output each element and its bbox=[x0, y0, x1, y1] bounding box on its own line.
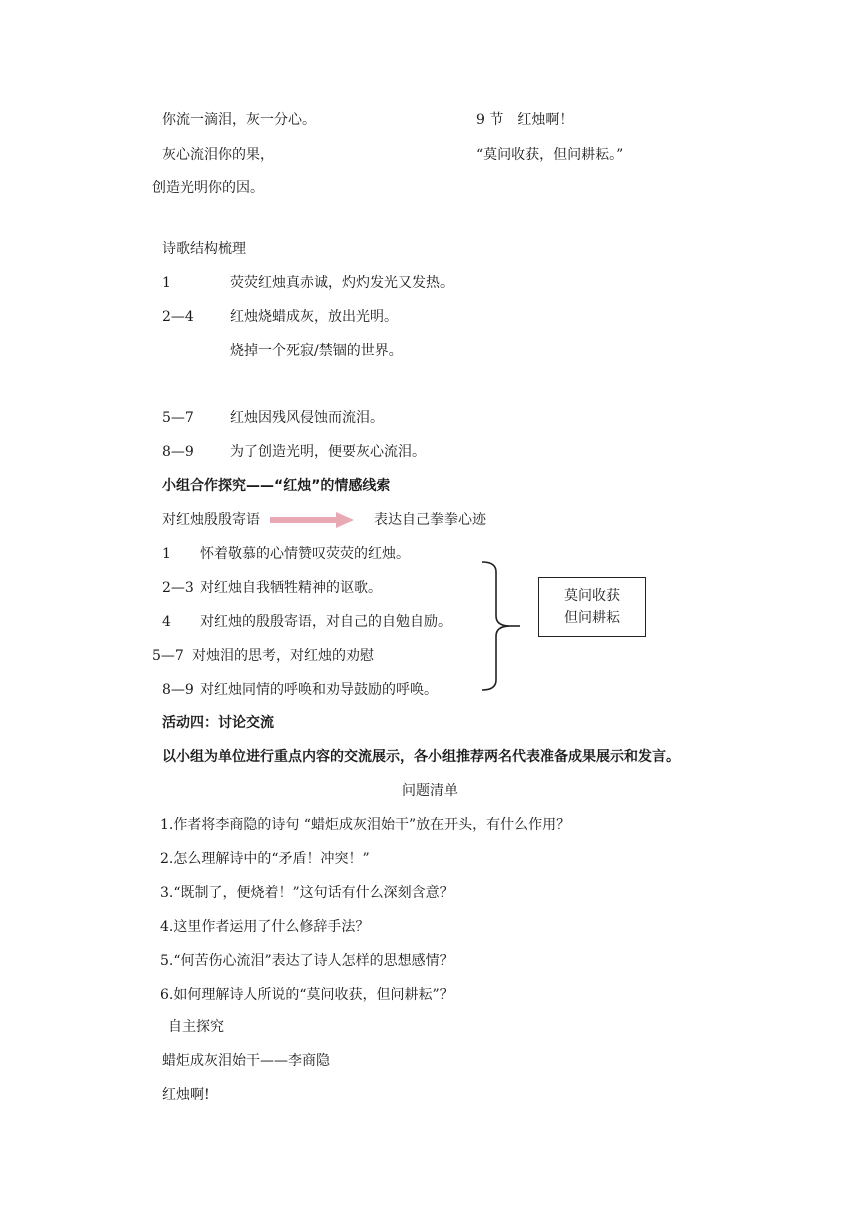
quote-line: “莫问收获，但问耕耘。” bbox=[476, 147, 624, 163]
section-heading-activity: 活动四：讨论交流 bbox=[162, 715, 274, 731]
structure-num: 2—4 bbox=[162, 309, 194, 325]
poem-line: 灰心流泪你的果， bbox=[162, 147, 274, 163]
question-list-title: 问题清单 bbox=[402, 783, 458, 799]
summary-box bbox=[538, 577, 646, 637]
section-heading-structure: 诗歌结构梳理 bbox=[162, 241, 246, 257]
stanza-label: 9 节 红烛啊！ bbox=[476, 112, 574, 128]
structure-text: 为了创造光明，便要灰心流泪。 bbox=[230, 444, 426, 460]
question-item: 3.“既制了，便烧着！”这句话有什么深刻含意？ bbox=[160, 885, 454, 901]
activity-instruction: 以小组为单位进行重点内容的交流展示，各小组推荐两名代表准备成果展示和发言。 bbox=[162, 749, 680, 765]
flow-right-label: 表达自己拳拳心迹 bbox=[374, 512, 486, 528]
section-heading-self-study: 自主探究 bbox=[168, 1019, 224, 1035]
brace-bracket bbox=[480, 560, 520, 692]
clue-text: 怀着敬慕的心情赞叹荧荧的红烛。 bbox=[200, 546, 410, 562]
summary-box-line: 莫问收获 bbox=[564, 588, 620, 604]
structure-text: 荧荧红烛真赤诚，灼灼发光又发热。 bbox=[230, 275, 454, 291]
section-heading-group: 小组合作探究——“红烛”的情感线索 bbox=[162, 478, 391, 494]
question-item: 5.“何苦伤心流泪”表达了诗人怎样的思想感情？ bbox=[160, 953, 454, 969]
self-study-line: 蜡炬成灰泪始干——李商隐 bbox=[162, 1053, 330, 1069]
structure-text: 红烛因残风侵蚀而流泪。 bbox=[230, 410, 384, 426]
structure-text: 红烛烧蜡成灰，放出光明。 bbox=[230, 309, 398, 325]
structure-num: 8—9 bbox=[162, 444, 194, 460]
self-study-line: 红烛啊! bbox=[162, 1087, 210, 1103]
question-item: 4.这里作者运用了什么修辞手法？ bbox=[160, 919, 370, 935]
structure-num: 5—7 bbox=[162, 410, 194, 426]
clue-num: 8—9 bbox=[162, 682, 194, 698]
right-arrow-icon bbox=[270, 512, 354, 528]
question-item: 6.如何理解诗人所说的“莫问收获，但问耕耘”？ bbox=[160, 987, 454, 1003]
question-item: 2.怎么理解诗中的“矛盾！冲突！” bbox=[160, 851, 370, 867]
clue-text: 对红烛同情的呼唤和劝导鼓励的呼唤。 bbox=[200, 682, 438, 698]
poem-line: 创造光明你的因。 bbox=[152, 180, 264, 196]
structure-num: 1 bbox=[162, 275, 171, 291]
question-item: 1.作者将李商隐的诗句 “蜡炬成灰泪始干”放在开头，有什么作用？ bbox=[160, 817, 571, 833]
poem-line: 你流一滴泪，灰一分心。 bbox=[162, 112, 316, 128]
clue-num: 1 bbox=[162, 546, 171, 562]
structure-text: 烧掉一个死寂/禁锢的世界。 bbox=[230, 343, 403, 359]
clue-num: 4 bbox=[162, 614, 171, 630]
clue-num: 5—7 bbox=[152, 648, 184, 664]
summary-box-line: 但问耕耘 bbox=[564, 610, 620, 626]
clue-text: 对红烛自我牺牲精神的讴歌。 bbox=[200, 580, 382, 596]
clue-num: 2—3 bbox=[162, 580, 194, 596]
clue-text: 对红烛的殷殷寄语，对自己的自勉自励。 bbox=[200, 614, 452, 630]
flow-left-label: 对红烛殷殷寄语 bbox=[162, 512, 260, 528]
clue-text: 对烛泪的思考，对红烛的劝慰 bbox=[192, 648, 374, 664]
